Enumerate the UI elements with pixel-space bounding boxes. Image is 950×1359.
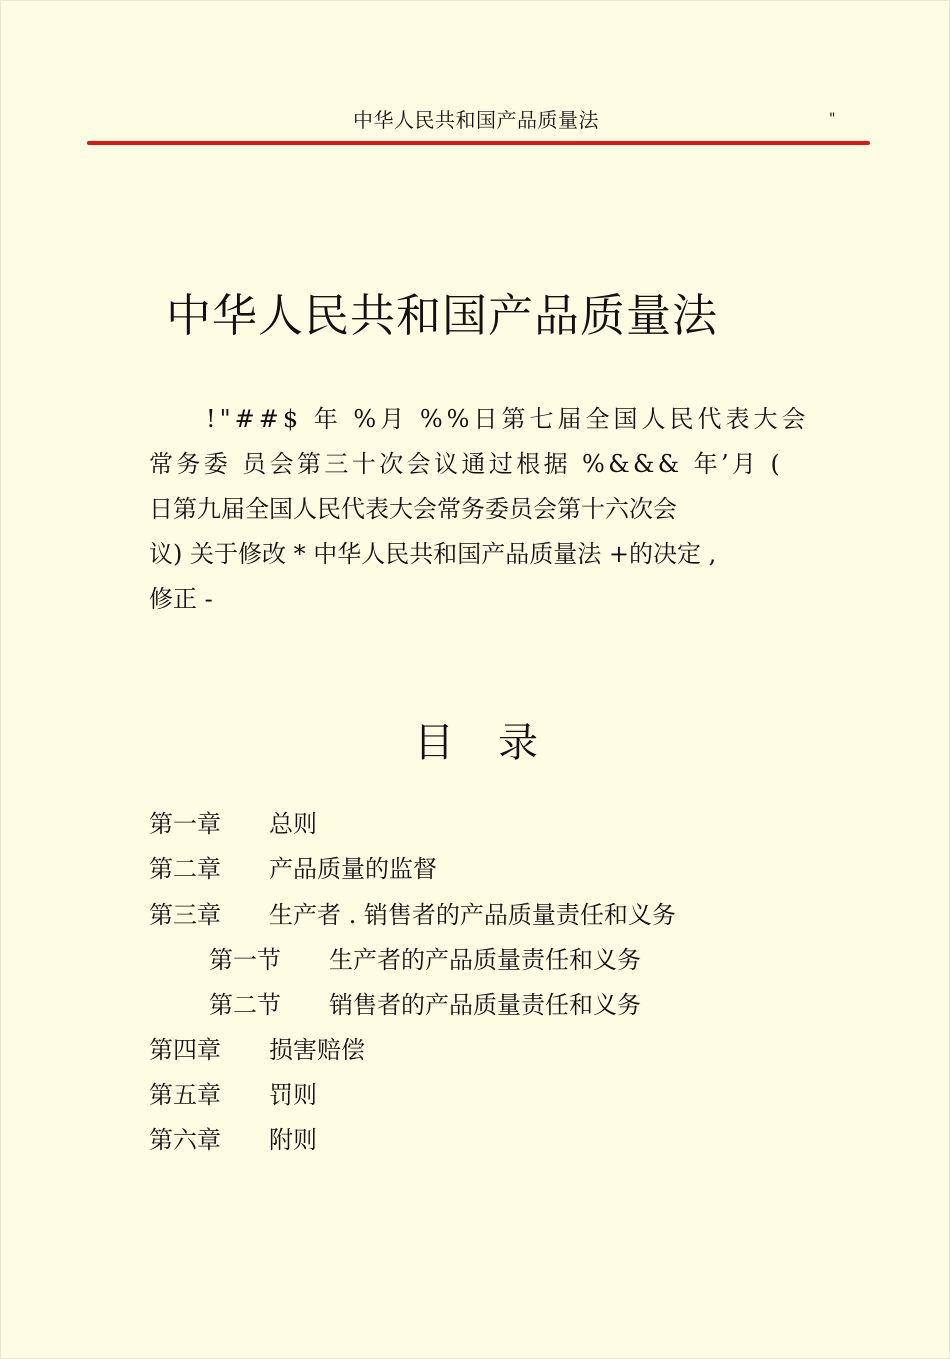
toc-heading: 目录 [414, 720, 582, 766]
toc-entry-chapter-3 [149, 895, 676, 930]
toc-entry-chapter-4 [149, 1030, 365, 1065]
toc-entry-label: 第二章 [149, 855, 221, 883]
toc-entry-title: 生产者的产品质量责任和义务 [329, 946, 641, 974]
toc-entry-title: 总则 [269, 810, 317, 838]
preamble-line-5: 修正 - [149, 585, 213, 613]
toc-entry-title: 附则 [269, 1126, 317, 1154]
page-marker: " [829, 111, 836, 127]
running-header-title: 中华人民共和国产品质量法 [353, 108, 599, 132]
toc-entry-label: 第一章 [149, 810, 221, 838]
toc-entry-section-1 [209, 940, 641, 975]
toc-entry-label: 第四章 [149, 1036, 221, 1064]
toc-entry-title: 产品质量的监督 [269, 855, 437, 883]
preamble-line-4: 议) 关于修改 * 中华人民共和国产品质量法 +的决定 , [149, 540, 717, 568]
toc-entry-chapter-5 [149, 1075, 317, 1110]
toc-entry-title: 销售者的产品质量责任和义务 [329, 991, 641, 1019]
toc-entry-label: 第五章 [149, 1081, 221, 1109]
toc-entry-title: 生产者 . 销售者的产品质量责任和义务 [269, 901, 676, 929]
toc-entry-label: 第六章 [149, 1126, 221, 1154]
toc-entry-section-2 [209, 985, 641, 1020]
header-rule [87, 141, 870, 145]
toc-entry-label: 第三章 [149, 901, 221, 929]
toc-entry-chapter-1 [149, 804, 317, 839]
toc-entry-chapter-2 [149, 849, 437, 884]
toc-entry-label: 第一节 [209, 946, 281, 974]
preamble-line-3: 日第九届全国人民代表大会常务委员会第十六次会 [149, 495, 677, 523]
toc-entry-chapter-6 [149, 1120, 317, 1155]
toc-entry-title: 损害赔偿 [269, 1036, 365, 1064]
toc-entry-label: 第二节 [209, 991, 281, 1019]
toc-entry-title: 罚则 [269, 1081, 317, 1109]
preamble-line-1: !"##$ 年 %月 %%日第七届全国人民代表大会 [206, 405, 810, 433]
preamble-line-2: 常务委 员会第三十次会议通过根据 %&&& 年’月 ( [149, 450, 784, 478]
document-title: 中华人民共和国产品质量法 [166, 289, 719, 342]
